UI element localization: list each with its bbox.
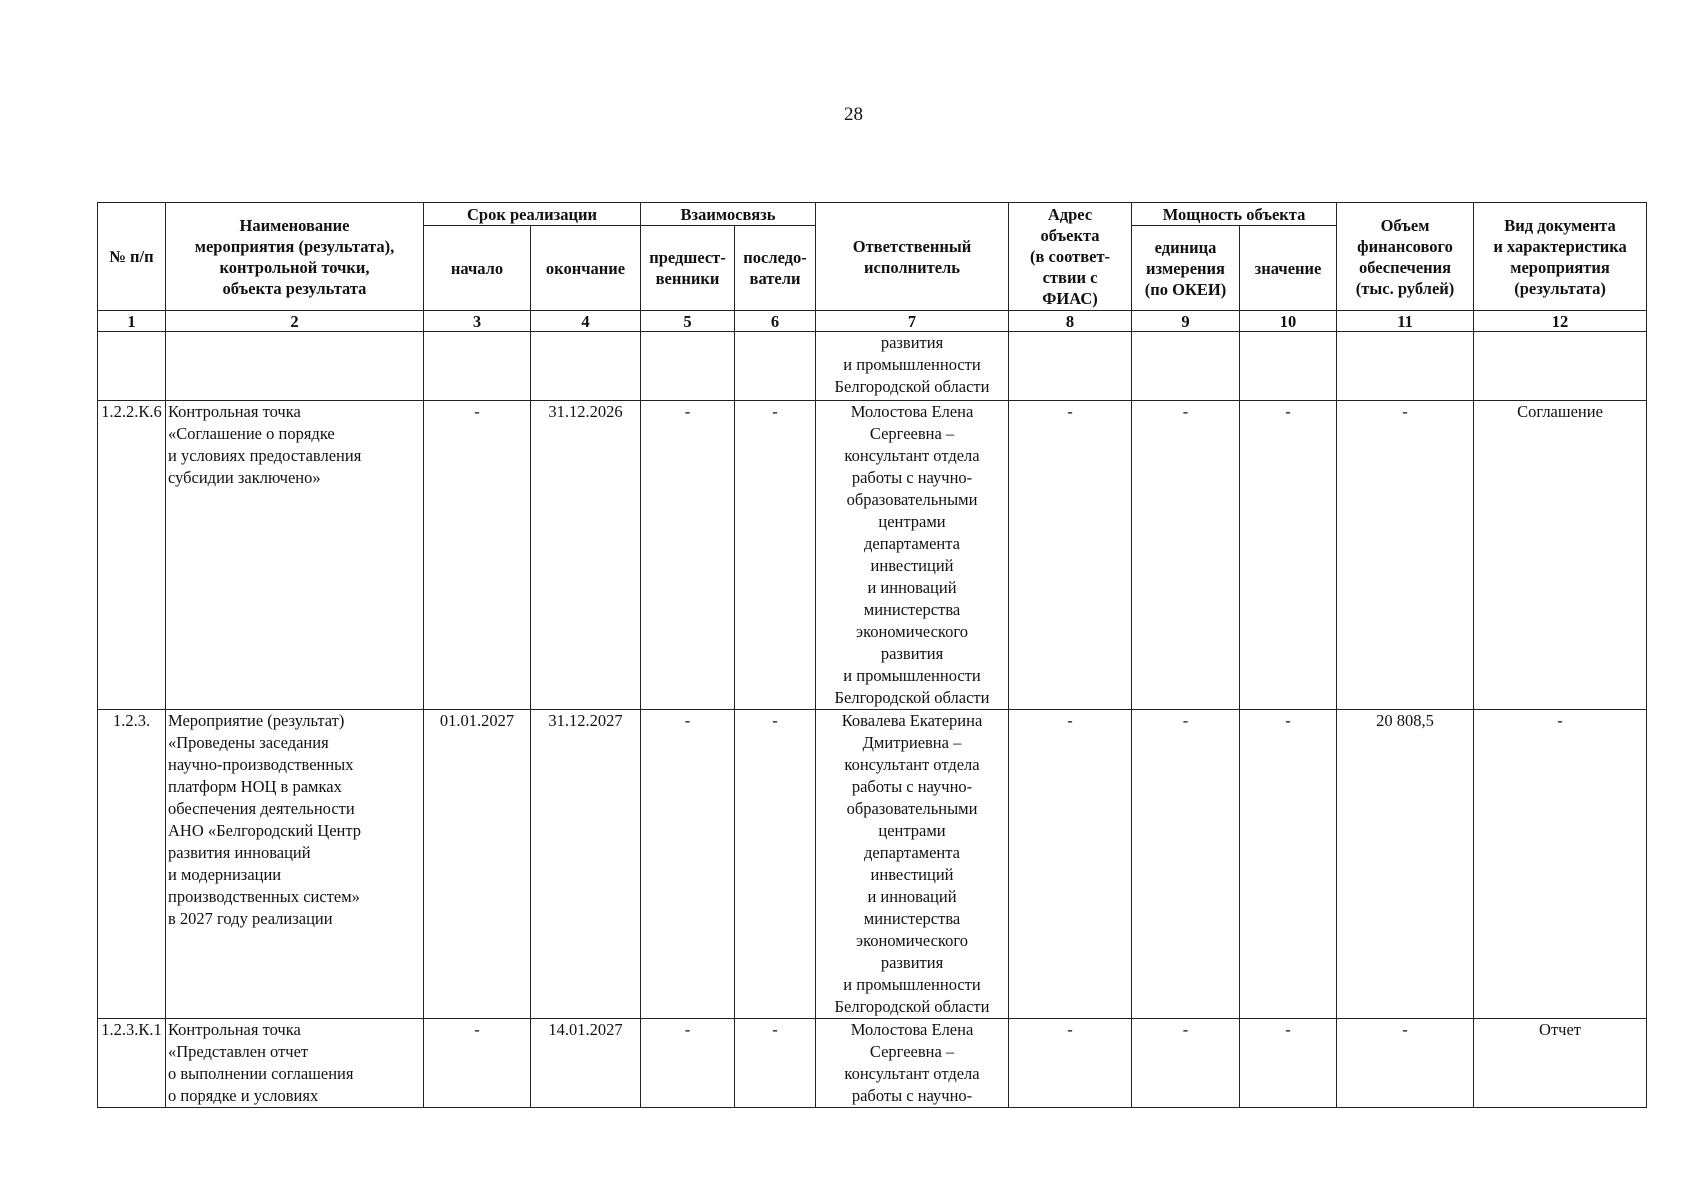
row-number: 1.2.2.К.6 [98,401,166,710]
row-finance: - [1337,401,1474,710]
row-end: 31.12.2026 [531,401,641,710]
header-doc-type: Вид документа и характеристика мероприятия (результата) [1474,203,1647,311]
row-name [166,332,424,401]
row-unit: - [1132,1019,1240,1108]
row-predecessors: - [641,1019,735,1108]
row-address: - [1009,1019,1132,1108]
row-successors: - [735,401,816,710]
row-finance [1337,332,1474,401]
row-number [98,332,166,401]
column-number: 7 [816,311,1009,332]
row-value: - [1240,1019,1337,1108]
row-value: - [1240,401,1337,710]
header-number: № п/п [98,203,166,311]
row-name: Контрольная точка «Соглашение о порядке и условиях предоставления субсидии заключено» [166,401,424,710]
row-value: - [1240,710,1337,1019]
row-successors [735,332,816,401]
row-address: - [1009,710,1132,1019]
header-responsible: Ответственный исполнитель [816,203,1009,311]
row-doc-type: Соглашение [1474,401,1647,710]
row-responsible: Молостова Елена Сергеевна – консультант отдела работы с научно- [816,1019,1009,1108]
header-capacity-group: Мощность объекта [1132,203,1337,226]
row-start: 01.01.2027 [424,710,531,1019]
row-predecessors: - [641,401,735,710]
row-number: 1.2.3. [98,710,166,1019]
column-number: 4 [531,311,641,332]
row-value [1240,332,1337,401]
row-successors: - [735,710,816,1019]
header-successors: последо- ватели [735,226,816,311]
row-successors: - [735,1019,816,1108]
header-name: Наименование мероприятия (результата), контрольной точки, объекта результата [166,203,424,311]
row-finance: - [1337,1019,1474,1108]
row-name: Мероприятие (результат) «Проведены заседания научно-производственных платформ НОЦ в рамках обеспечения деятельности АНО «Белгородский Центр развития инноваций и модернизации производственных систем» в 2027 году реализации [166,710,424,1019]
row-address: - [1009,401,1132,710]
table-row [98,1019,1647,1108]
row-responsible: Ковалева Екатерина Дмитриевна – консультант отдела работы с научно- образовательными центрами департамента инвестиций и инноваций министерства экономического развития и промышленности Белгородской области [816,710,1009,1019]
column-number: 3 [424,311,531,332]
column-number-row [98,311,1647,332]
column-number: 11 [1337,311,1474,332]
page-number: 28 [844,104,863,125]
table-row [98,332,1647,401]
row-name: Контрольная точка «Представлен отчет о выполнении соглашения о порядке и условиях [166,1019,424,1108]
row-start: - [424,401,531,710]
column-number: 9 [1132,311,1240,332]
row-start [424,332,531,401]
row-unit: - [1132,710,1240,1019]
row-end: 31.12.2027 [531,710,641,1019]
header-end: окончание [531,226,641,311]
header-link-group: Взаимосвязь [641,203,816,226]
column-number: 8 [1009,311,1132,332]
row-predecessors [641,332,735,401]
row-responsible: Молостова Елена Сергеевна – консультант отдела работы с научно- образовательными центрами департамента инвестиций и инноваций министерства экономического развития и промышленности Белгородской области [816,401,1009,710]
header-unit: единица измерения (по ОКЕИ) [1132,226,1240,311]
implementation-plan-table [97,202,1647,1108]
table-row [98,710,1647,1019]
column-number: 6 [735,311,816,332]
header-start: начало [424,226,531,311]
column-number: 12 [1474,311,1647,332]
row-responsible: развития и промышленности Белгородской области [816,332,1009,401]
row-doc-type: Отчет [1474,1019,1647,1108]
row-unit [1132,332,1240,401]
column-number: 2 [166,311,424,332]
column-number: 5 [641,311,735,332]
header-predecessors: предшест- венники [641,226,735,311]
header-value: значение [1240,226,1337,311]
row-number: 1.2.3.К.1 [98,1019,166,1108]
table-row [98,401,1647,710]
header-term-group: Срок реализации [424,203,641,226]
header-finance: Объем финансового обеспечения (тыс. рублей) [1337,203,1474,311]
column-number: 1 [98,311,166,332]
row-predecessors: - [641,710,735,1019]
row-doc-type: - [1474,710,1647,1019]
row-doc-type [1474,332,1647,401]
row-unit: - [1132,401,1240,710]
column-number: 10 [1240,311,1337,332]
header-row-top [98,203,1647,226]
header-address: Адрес объекта (в соответ- ствии с ФИАС) [1009,203,1132,311]
row-end: 14.01.2027 [531,1019,641,1108]
row-end [531,332,641,401]
row-start: - [424,1019,531,1108]
row-finance: 20 808,5 [1337,710,1474,1019]
row-address [1009,332,1132,401]
